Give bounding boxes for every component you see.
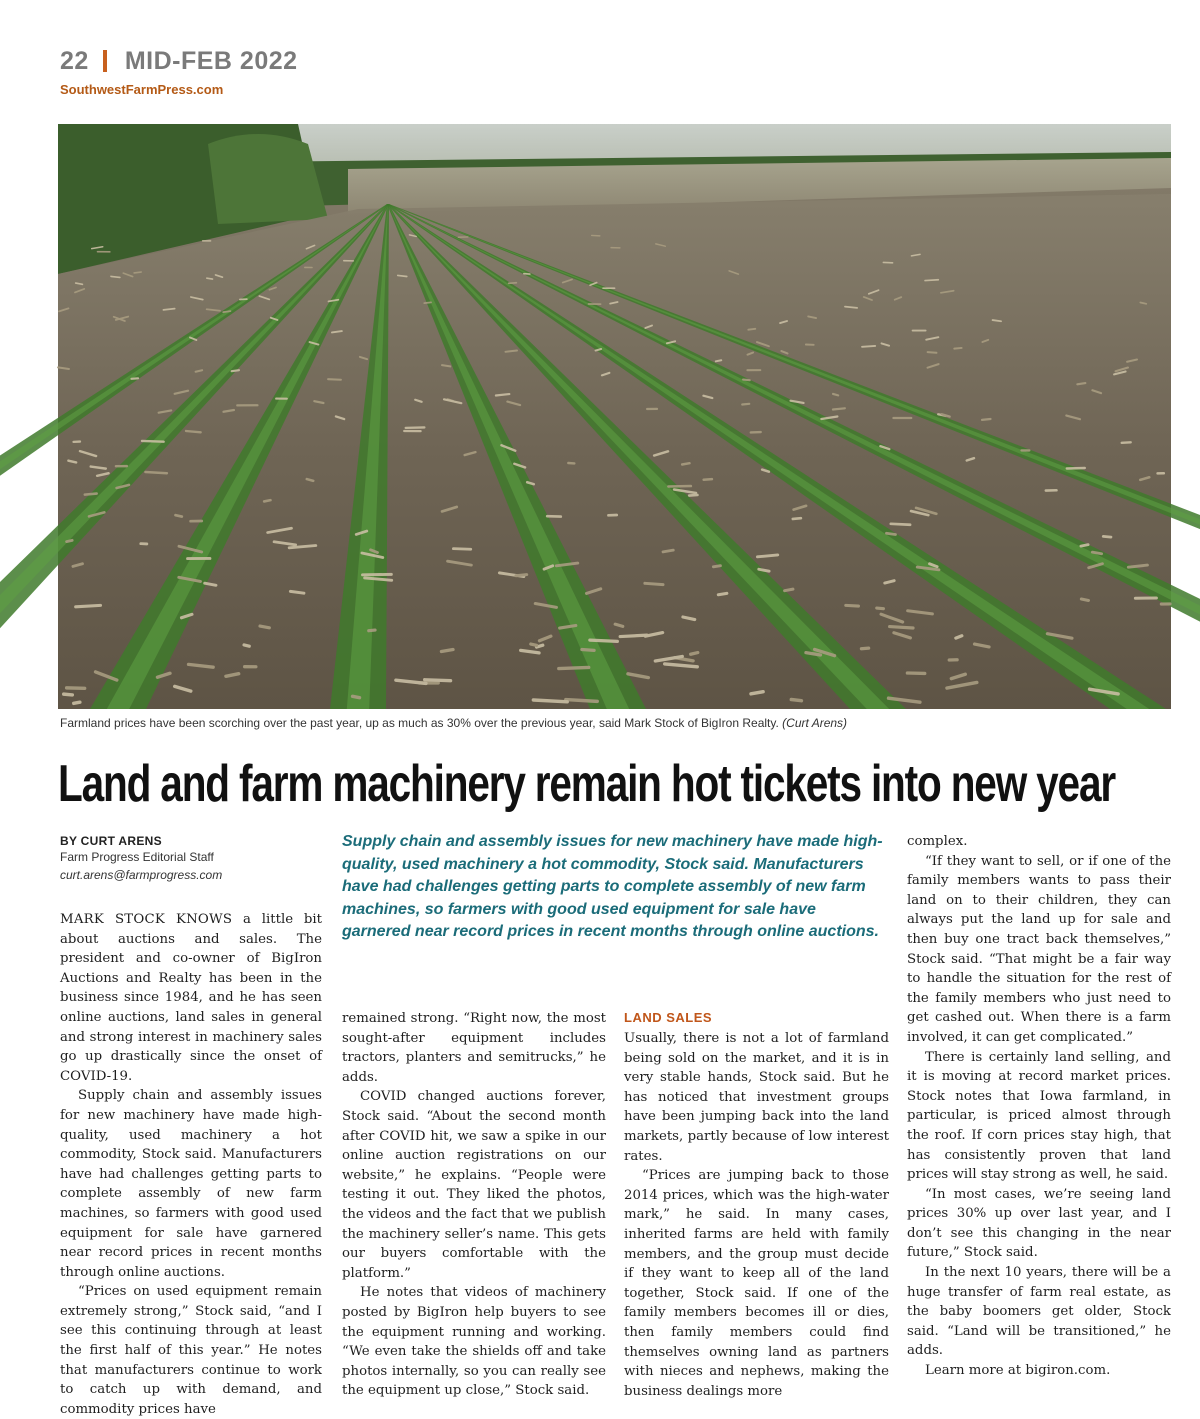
stubble-stalk bbox=[533, 700, 567, 702]
stubble-stalk bbox=[954, 348, 961, 349]
stubble-stalk bbox=[332, 331, 342, 332]
stubble-stalk bbox=[145, 472, 166, 473]
article-paragraph: “Prices are jumping back to those 2014 prices, which was the high-water mark,” he said. In many cases, inherited farms are held with family members, and the group must decide if they want to keep all of the land together, Stock said. If one of the family members becomes ill or dies, then family members could find themselves owning land as partners with nieces and nephews, making the business dealings more bbox=[624, 1166, 889, 1401]
stubble-stalk bbox=[886, 533, 895, 534]
folio-divider bbox=[103, 50, 107, 72]
stubble-stalk bbox=[64, 694, 73, 695]
stubble-stalk bbox=[559, 667, 589, 668]
stubble-stalk bbox=[196, 370, 203, 371]
stubble-stalk bbox=[163, 309, 174, 310]
stubble-stalk bbox=[791, 700, 801, 701]
stubble-stalk bbox=[516, 575, 527, 576]
stubble-stalk bbox=[582, 650, 594, 651]
stubble-stalk bbox=[223, 311, 230, 312]
page-header bbox=[60, 46, 298, 97]
stubble-stalk bbox=[861, 648, 868, 649]
stubble-stalk bbox=[846, 605, 859, 606]
stubble-stalk bbox=[793, 518, 801, 519]
stubble-stalk bbox=[663, 550, 673, 552]
article-paragraph: There is certainly land selling, and it is moving at record market prices. Stock notes that Iowa farmland, in particular, is priced almost through the roof. If corn prices stay high, that has consistently proven that land prices will stay strong as well, he said. bbox=[907, 1048, 1171, 1185]
article-paragraph: Usually, there is not a lot of farmland being sold on the market, and it is in very stable hands, Stock said. But he has noticed that investment groups have been jumping back into the land markets, partly because of low interest rates. bbox=[624, 1029, 889, 1166]
page-number: 22 bbox=[60, 46, 89, 76]
article-paragraph: Learn more at bigiron.com. bbox=[907, 1361, 1171, 1381]
field-illustration bbox=[58, 124, 1171, 709]
stubble-stalk bbox=[398, 275, 407, 276]
stubble-stalk bbox=[668, 486, 691, 487]
stubble-stalk bbox=[891, 524, 910, 525]
stubble-stalk bbox=[260, 626, 269, 628]
byline bbox=[60, 834, 325, 884]
pull-quote: Supply chain and assembly issues for new machinery have made high-quality, used machinery a hot commodity, Stock said. Manufacturers have had challenges getting parts to complete assembly of new farm machines, so farmers with good used equipment for sale have garnered near record prices in recent months through online auctions. bbox=[342, 831, 887, 944]
stubble-stalk bbox=[453, 549, 470, 550]
photo-credit: (Curt Arens) bbox=[782, 716, 847, 730]
stubble-stalk bbox=[743, 380, 750, 381]
stubble-stalk bbox=[757, 555, 777, 557]
stubble-stalk bbox=[1081, 545, 1088, 546]
stubble-stalk bbox=[993, 320, 1001, 321]
stubble-stalk bbox=[307, 479, 313, 481]
stubble-stalk bbox=[425, 680, 451, 681]
stubble-stalk bbox=[862, 346, 875, 347]
stubble-stalk bbox=[806, 653, 821, 655]
stubble-stalk bbox=[877, 608, 884, 609]
article-paragraph: “Prices on used equipment remain extremely strong,” Stock said, “and I see this continuing through at least the first half of this year.” He notes that manufacturers continue to work to catch up with demand, and commodity prices have bbox=[60, 1282, 322, 1419]
article-paragraph: Supply chain and assembly issues for new machinery have made high-quality, used machinery a hot commodity, Stock said. Manufacturers have had challenges getting parts to complete assembly of new farm machines, so farmers with good used equipment for sale have garnered near record prices in recent months through online auctions. bbox=[60, 1086, 322, 1282]
stubble-stalk bbox=[369, 630, 375, 631]
stubble-stalk bbox=[264, 500, 270, 501]
photo-caption bbox=[60, 716, 1170, 730]
stubble-stalk bbox=[742, 404, 749, 405]
stubble-stalk bbox=[682, 463, 689, 464]
article-paragraph: In the next 10 years, there will be a huge transfer of farm real estate, as the baby boomers get older, Stock said. “Land will be transitioned,” he adds. bbox=[907, 1263, 1171, 1361]
article-column-2 bbox=[342, 1009, 606, 1401]
stubble-stalk bbox=[566, 700, 597, 702]
article-paragraph: He notes that videos of machinery posted by BigIron help buyers to see the equipment running and working. “We even take the shields off and take photos internally, so you can really see the equipment up close,” Stock said. bbox=[342, 1283, 606, 1401]
stubble-stalk bbox=[615, 624, 623, 626]
stubble-stalk bbox=[691, 653, 698, 655]
stubble-stalk bbox=[142, 441, 164, 442]
article-headline: Land and farm machinery remain hot tickets into new year bbox=[58, 752, 932, 816]
article-paragraph: remained strong. “Right now, the most sought-after equipment includes tractors, planters and semitrucks,” he adds. bbox=[342, 1009, 606, 1087]
stubble-stalk bbox=[590, 640, 618, 641]
lead-in-caps: MARK STOCK KNOWS bbox=[60, 912, 232, 927]
stubble-stalk bbox=[76, 605, 101, 606]
stubble-stalk bbox=[328, 379, 341, 380]
stubble-stalk bbox=[353, 696, 360, 697]
stubble-stalk bbox=[496, 394, 509, 395]
stubble-stalk bbox=[1103, 536, 1111, 537]
stubble-stalk bbox=[134, 272, 141, 273]
stubble-stalk bbox=[442, 365, 450, 366]
stubble-stalk bbox=[845, 307, 857, 308]
stubble-stalk bbox=[759, 569, 769, 571]
author-email: curt.arens@farmprogress.com bbox=[60, 866, 325, 884]
stubble-stalk bbox=[982, 419, 990, 420]
stubble-stalk bbox=[1081, 599, 1088, 600]
stubble-stalk bbox=[925, 280, 938, 281]
stubble-stalk bbox=[718, 593, 727, 594]
stubble-stalk bbox=[67, 540, 73, 541]
stubble-stalk bbox=[645, 583, 663, 584]
stubble-stalk bbox=[531, 644, 537, 645]
stubble-stalk bbox=[689, 495, 697, 496]
stubble-stalk bbox=[244, 645, 249, 646]
stubble-stalk bbox=[1077, 383, 1085, 384]
article-paragraph: “If they want to sell, or if one of the family members wants to pass their land on to their children, they can always put the land up for sale and then buy one tract back themselves,” Stock said. “That might be a fair way to handle the situation for the rest of the family members who just need to get cashed out. When there is a farm involved, it can get complicated.” bbox=[907, 852, 1171, 1048]
stubble-stalk bbox=[290, 591, 304, 593]
stubble-stalk bbox=[956, 636, 962, 638]
stubble-stalk bbox=[175, 515, 181, 516]
stubble-stalk bbox=[74, 702, 80, 703]
stubble-stalk bbox=[833, 394, 838, 395]
stubble-stalk bbox=[111, 276, 120, 277]
stubble-stalk bbox=[186, 431, 201, 432]
caption-text: Farmland prices have been scorching over the past year, up as much as 30% over the previous year, said Mark Stock of BigIron Realty. bbox=[60, 716, 779, 730]
author-role: Farm Progress Editorial Staff bbox=[60, 848, 325, 866]
stubble-stalk bbox=[85, 494, 97, 495]
stubble-stalk bbox=[833, 408, 845, 409]
stubble-stalk bbox=[505, 351, 517, 352]
stubble-stalk bbox=[232, 370, 239, 371]
stubble-stalk bbox=[751, 692, 763, 694]
article-paragraph: MARK STOCK KNOWS a little bit about auctions and sales. The president and co-owner of BigIron Auctions and Realty has been in the business since 1984, and he has seen online auctions, land sales in general and strong interest in machinery sales go up drastically since the onset of COVID-19. bbox=[60, 910, 322, 1086]
article-paragraph: “In most cases, we’re seeing land prices 30% up over last year, and I don’t see this changing in the near future,” Stock said. bbox=[907, 1185, 1171, 1263]
article-paragraph: complex. bbox=[907, 832, 1171, 852]
feature-photo bbox=[58, 124, 1171, 709]
stubble-stalk bbox=[890, 627, 913, 628]
article-column-4 bbox=[907, 832, 1171, 1381]
stubble-stalk bbox=[424, 302, 431, 303]
article-column-1 bbox=[60, 910, 322, 1419]
folio bbox=[60, 46, 298, 76]
stubble-stalk bbox=[785, 589, 793, 591]
section-subhead: LAND SALES bbox=[624, 1009, 889, 1027]
stubble-stalk bbox=[713, 566, 720, 567]
article-paragraph: COVID changed auctions forever, Stock said. “About the second month after COVID hit, we saw a spike in our online auction registrations on our website,” he explains. “People were testing it out. They liked the photos, the videos and the fact that we publish the machinery seller’s name. This gets our buyers comfortable with the platform.” bbox=[342, 1087, 606, 1283]
stubble-stalk bbox=[131, 378, 138, 379]
stubble-stalk bbox=[748, 329, 755, 330]
stubble-stalk bbox=[704, 479, 712, 480]
stubble-stalk bbox=[928, 352, 937, 353]
stubble-stalk bbox=[620, 635, 647, 636]
author-name: BY CURT ARENS bbox=[60, 834, 325, 848]
site-url: SouthwestFarmPress.com bbox=[60, 82, 298, 97]
stubble-stalk bbox=[441, 649, 453, 651]
stubble-stalk bbox=[205, 583, 216, 585]
issue-date: MID-FEB 2022 bbox=[125, 46, 298, 76]
stubble-stalk bbox=[207, 278, 213, 279]
stubble-stalk bbox=[1092, 552, 1101, 554]
stubble-stalk bbox=[509, 283, 517, 284]
article-column-3 bbox=[624, 1009, 889, 1401]
stubble-stalk bbox=[716, 360, 721, 361]
